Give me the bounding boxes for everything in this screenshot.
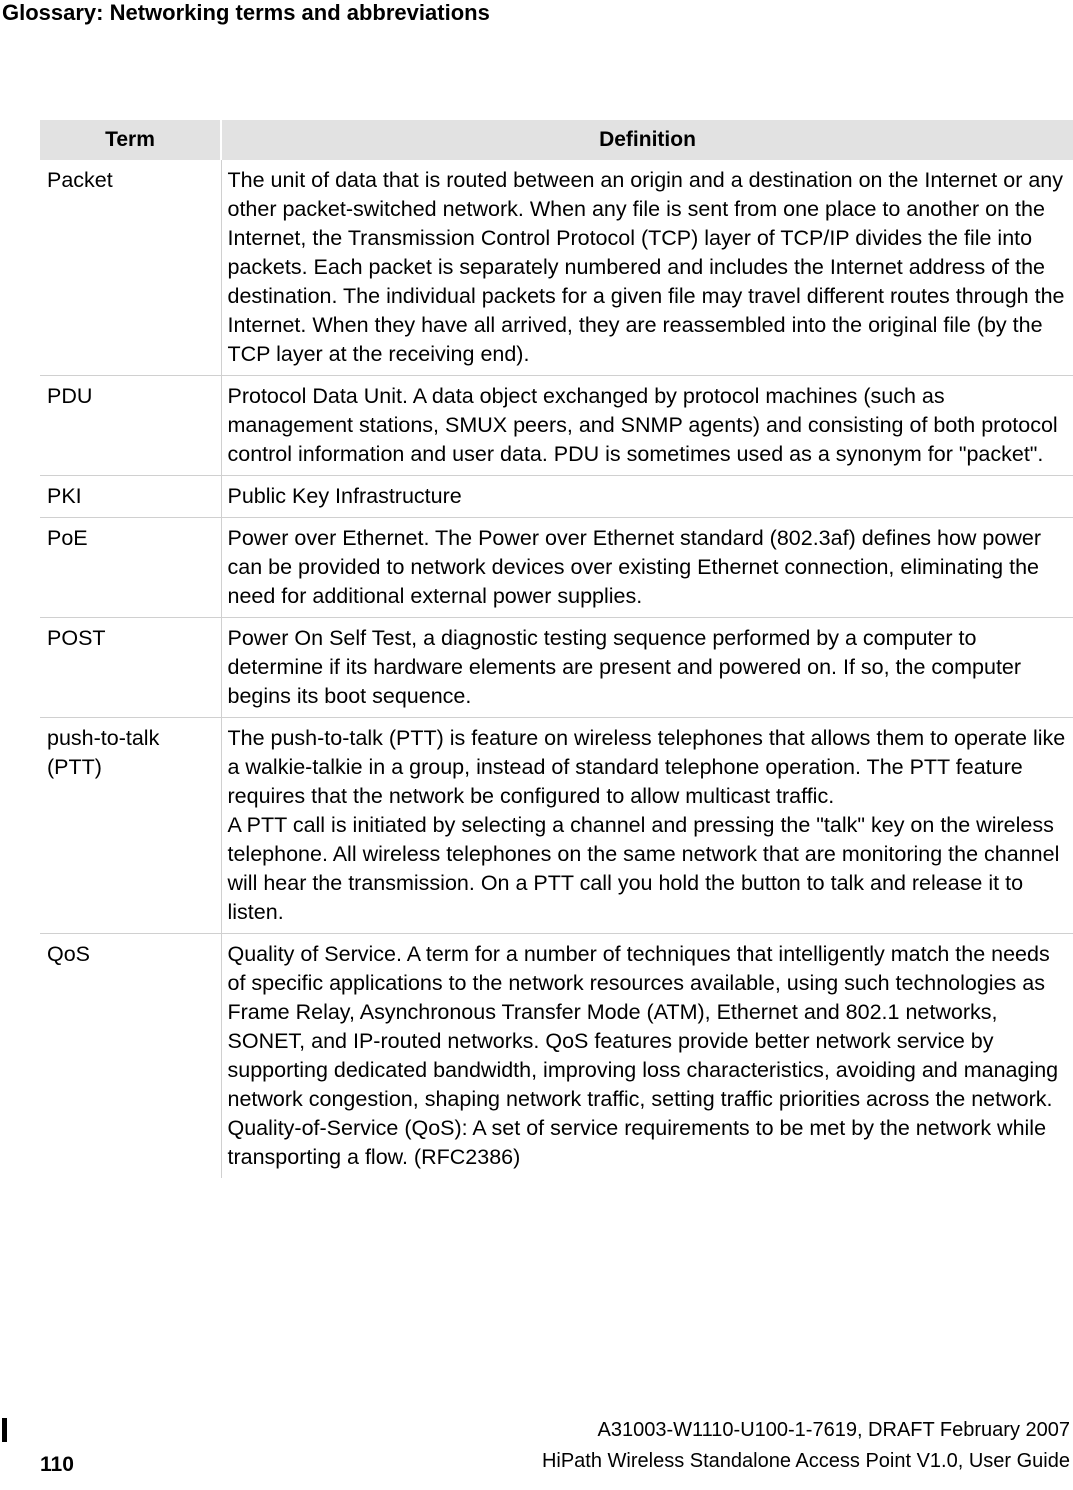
definition-text: Power over Ethernet. The Power over Ethernet standard (802.3af) defines how power can be provided to network devices over existing Ethernet connection, eliminating the need for additional external power supplies. — [227, 526, 1041, 608]
definition-text: Power On Self Test, a diagnostic testing sequence performed by a computer to determine if its hardware elements are present and powered on. If so, the computer begins its boot sequence. — [227, 626, 1022, 708]
glossary-table — [40, 120, 1073, 1178]
change-bar-marker — [2, 1418, 7, 1442]
table-row — [40, 518, 1073, 618]
definition-text: Quality of Service. A term for a number of techniques that intelligently match the needs of specific applications to the network resources available, using such technologies as Frame Relay, Asynchronous Transfer Mode (ATM), Ethernet and 802.1 networks, SONET, and IP-routed networks. QoS features provide better network service by supporting dedicated bandwidth, improving loss characteristics, avoiding and managing network congestion, shaping network traffic, setting traffic priorities across the network. — [227, 942, 1059, 1111]
definition-cell — [221, 376, 1073, 476]
column-header-term: Term — [40, 120, 221, 160]
table-row — [40, 934, 1073, 1179]
definition-cell — [221, 476, 1073, 518]
term-cell: Packet — [40, 160, 221, 376]
table-row — [40, 160, 1073, 376]
table-row — [40, 376, 1073, 476]
term-cell: PDU — [40, 376, 221, 476]
table-row — [40, 618, 1073, 718]
term-cell: QoS — [40, 934, 221, 1179]
definition-cell — [221, 160, 1073, 376]
definition-text: The push-to-talk (PTT) is feature on wireless telephones that allows them to operate like a walkie-talkie in a group, instead of standard telephone operation. The PTT feature requires that the network be configured to allow multicast traffic. — [227, 726, 1066, 808]
table-row — [40, 718, 1073, 934]
term-cell: POST — [40, 618, 221, 718]
page-title: Glossary: Networking terms and abbreviations — [2, 0, 490, 25]
definition-cell — [221, 718, 1073, 934]
definition-text: A PTT call is initiated by selecting a channel and pressing the "talk" key on the wireless telephone. All wireless telephones on the same network that are monitoring the channel will hear the transmission. On a PTT call you hold the button to talk and release it to listen. — [227, 813, 1060, 924]
column-header-definition: Definition — [221, 120, 1073, 160]
term-cell: PKI — [40, 476, 221, 518]
definition-cell — [221, 618, 1073, 718]
definition-text: Protocol Data Unit. A data object exchanged by protocol machines (such as management stations, SMUX peers, and SNMP agents) and consisting of both protocol control information and user data. PDU is sometimes used as a synonym for "packet". — [227, 384, 1058, 466]
definition-text: Quality-of-Service (QoS): A set of service requirements to be met by the network while transporting a flow. (RFC2386) — [227, 1116, 1047, 1169]
document-id: A31003-W1110-U100-1-7619, DRAFT February 2007 — [597, 1419, 1070, 1441]
term-cell: push-to-talk (PTT) — [40, 718, 221, 934]
definition-text: The unit of data that is routed between an origin and a destination on the Internet or any other packet-switched network. When any file is sent from one place to another on the Internet, the Transmission Control Protocol (TCP) layer of TCP/IP divides the file into packets. Each packet is separately numbered and includes the Internet address of the destination. The individual packets for a given file may travel different routes through the Internet. When they have all arrived, they are reassembled into the original file (by the TCP layer at the receiving end). — [227, 168, 1065, 366]
definition-cell — [221, 934, 1073, 1179]
definition-text: Public Key Infrastructure — [227, 484, 462, 508]
page-number: 110 — [40, 1453, 74, 1476]
table-header-row — [40, 120, 1073, 160]
document-title: HiPath Wireless Standalone Access Point V1.0, User Guide — [541, 1450, 1070, 1472]
definition-cell — [221, 518, 1073, 618]
footer-info — [542, 1415, 1070, 1477]
term-cell: PoE — [40, 518, 221, 618]
table-row — [40, 476, 1073, 518]
